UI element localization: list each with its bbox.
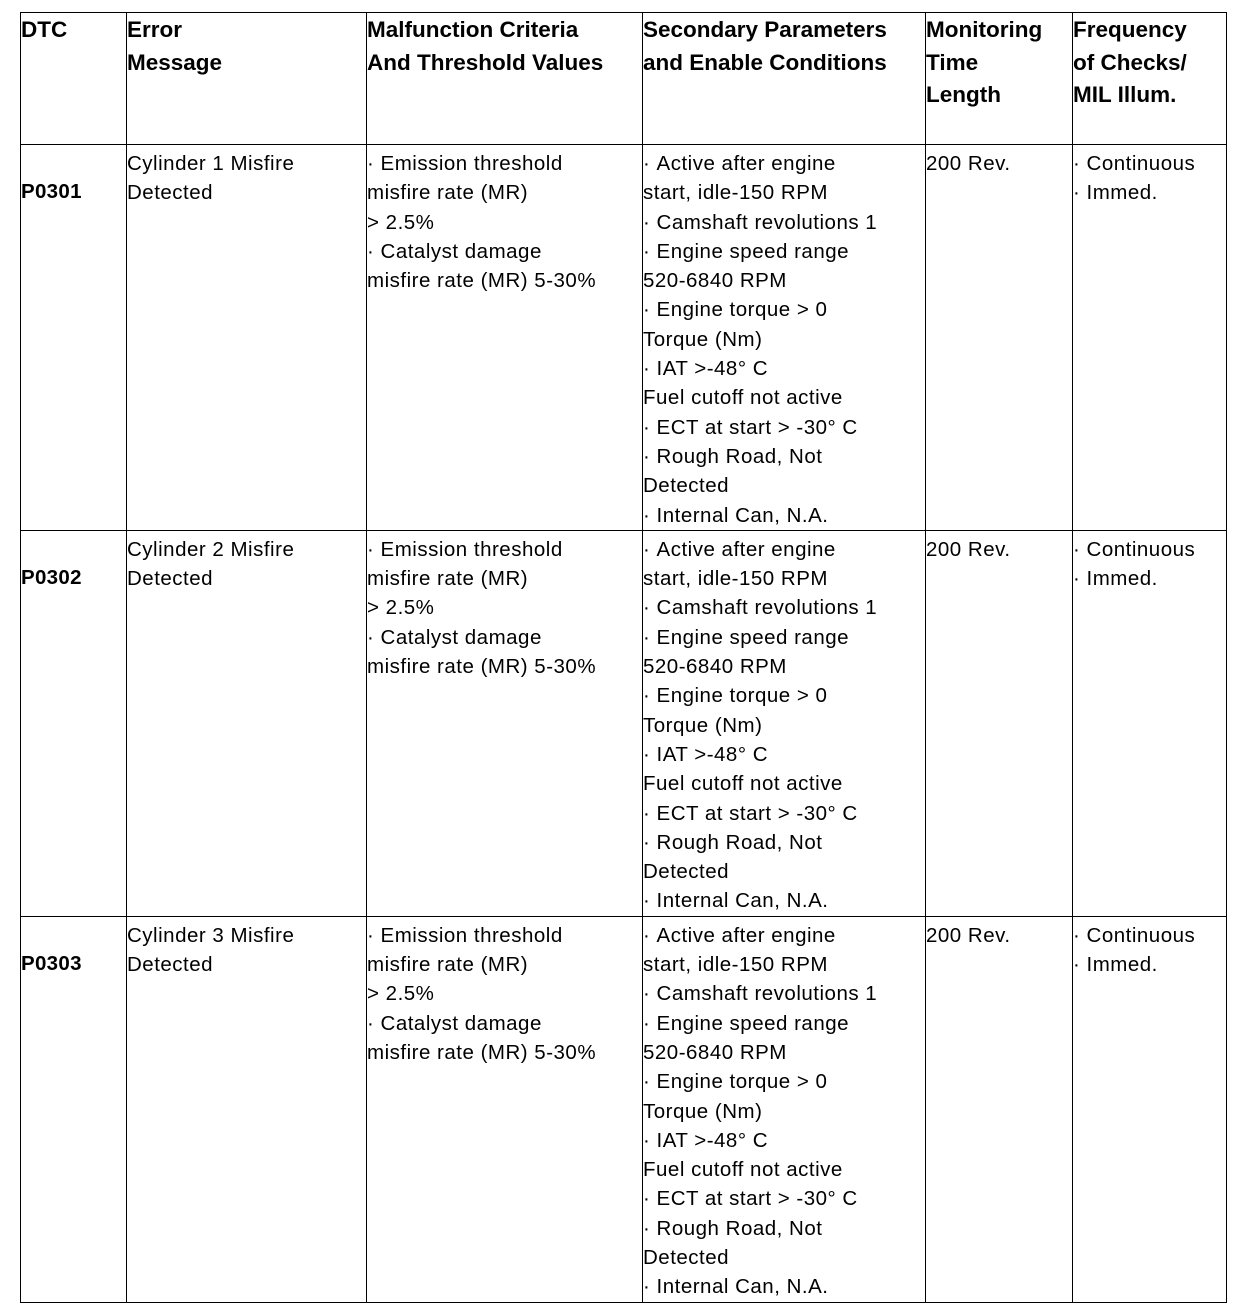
error-message-cell: Cylinder 2 Misfire Detected — [127, 530, 367, 916]
frequency-cell: · Continuous · Immed. — [1073, 916, 1227, 1302]
table-row — [21, 916, 1227, 1302]
header-frequency: Frequency of Checks/ MIL Illum. — [1073, 13, 1227, 145]
monitoring-time-cell: 200 Rev. — [926, 530, 1073, 916]
table-row — [21, 530, 1227, 916]
dtc-cell — [21, 145, 127, 531]
dtc-code: P0303 — [21, 951, 82, 975]
malfunction-cell: · Emission threshold misfire rate (MR) > 2.5% · Catalyst damage misfire rate (MR) 5-30% — [367, 916, 643, 1302]
frequency-cell: · Continuous · Immed. — [1073, 145, 1227, 531]
monitoring-time-cell: 200 Rev. — [926, 916, 1073, 1302]
dtc-code: P0302 — [21, 565, 82, 589]
dtc-cell — [21, 916, 127, 1302]
secondary-parameters-cell: · Active after engine start, idle-150 RPM · Camshaft revolutions 1 · Engine speed range 520-6840 RPM · Engine torque > 0 Torque (Nm) · IAT >-48° C Fuel cutoff not active · ECT at start > -30° C · Rough Road, Not Detected · Internal Can, N.A. — [643, 145, 926, 531]
error-message-cell: Cylinder 1 Misfire Detected — [127, 145, 367, 531]
secondary-parameters-cell: · Active after engine start, idle-150 RPM · Camshaft revolutions 1 · Engine speed range 520-6840 RPM · Engine torque > 0 Torque (Nm) · IAT >-48° C Fuel cutoff not active · ECT at start > -30° C · Rough Road, Not Detected · Internal Can, N.A. — [643, 530, 926, 916]
dtc-cell — [21, 530, 127, 916]
frequency-cell: · Continuous · Immed. — [1073, 530, 1227, 916]
header-secondary-parameters: Secondary Parameters and Enable Conditions — [643, 13, 926, 145]
header-malfunction-criteria: Malfunction Criteria And Threshold Values — [367, 13, 643, 145]
monitoring-time-cell: 200 Rev. — [926, 145, 1073, 531]
header-error-message: Error Message — [127, 13, 367, 145]
dtc-table — [20, 12, 1227, 1303]
header-monitoring-time: Monitoring Time Length — [926, 13, 1073, 145]
header-row — [21, 13, 1227, 145]
header-dtc: DTC — [21, 13, 127, 145]
secondary-parameters-cell: · Active after engine start, idle-150 RPM · Camshaft revolutions 1 · Engine speed range 520-6840 RPM · Engine torque > 0 Torque (Nm) · IAT >-48° C Fuel cutoff not active · ECT at start > -30° C · Rough Road, Not Detected · Internal Can, N.A. — [643, 916, 926, 1302]
malfunction-cell: · Emission threshold misfire rate (MR) > 2.5% · Catalyst damage misfire rate (MR) 5-30% — [367, 145, 643, 531]
error-message-cell: Cylinder 3 Misfire Detected — [127, 916, 367, 1302]
malfunction-cell: · Emission threshold misfire rate (MR) > 2.5% · Catalyst damage misfire rate (MR) 5-30% — [367, 530, 643, 916]
dtc-code: P0301 — [21, 180, 82, 203]
table-row — [21, 145, 1227, 531]
